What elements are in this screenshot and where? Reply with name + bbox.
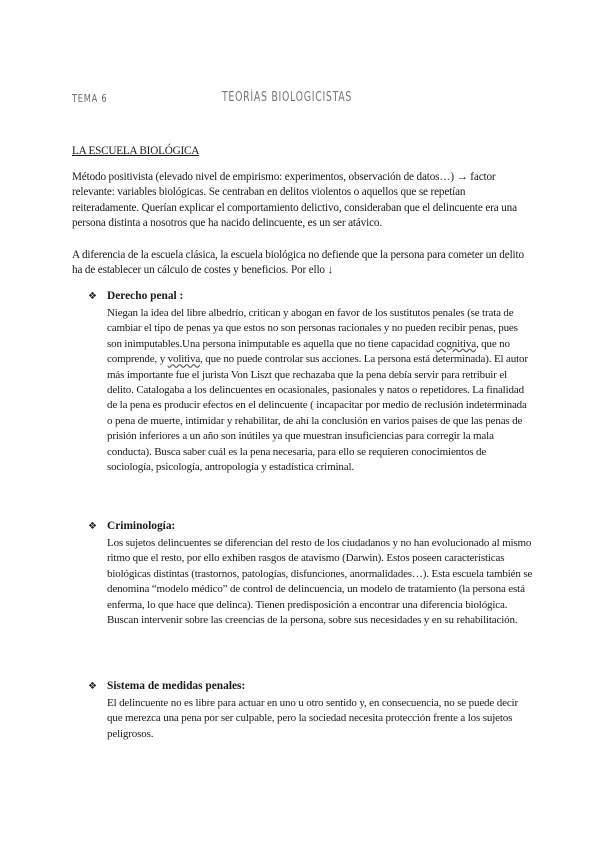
intro-paragraph-2: A diferencia de la escuela clásica, la escuela biológica no defiende que la persona para cometer un delito ha de establecer un cálculo de costes y beneficios. Por ello ↓ — [72, 249, 524, 277]
spellcheck-word: volitiva — [167, 353, 201, 366]
diamond-bullet-icon: ❖ — [88, 291, 97, 302]
bullet-text-part: , que no comprende, y — [107, 337, 510, 366]
bullet-heading: Sistema de medidas penales: — [107, 680, 246, 692]
bullet-text: El delincuente no es libre para actuar en uno u otro sentido y, en consecuencia, no se puede decir que merezca una pena por ser culpable, pero la sociedad necesita protección frente a los sujetos peligrosos. — [107, 697, 518, 740]
intro-paragraph-1: Método positivista (elevado nivel de empirismo: experimentos, observación de datos…) → factor relevante: variables biológicas. Se centraban en delitos violentos o aquellos que se repetían reiteradamente. Querían explicar el comportamiento delictivo, consideraban que el delincuente era una persona distinta a nosotros que ha nacido delincuente, es un ser atávico. — [72, 171, 517, 229]
bullet-heading: Derecho penal : — [107, 290, 184, 302]
header-topic-number: TEMA 6 — [72, 92, 108, 105]
bullet-criminologia — [88, 520, 534, 628]
bullet-text-part: Niegan la idea del libre albedrío, critican y abogan en favor de los sustitutos penales (se trata de cambiar el tipo de penas ya que estos no son personas racionales y no pueden recibir penas, pues son inimputables.Una persona inimputable es aquella que no tiene capacidad — [107, 307, 518, 350]
diamond-bullet-icon: ❖ — [88, 681, 97, 692]
diamond-bullet-icon: ❖ — [88, 521, 97, 532]
spellcheck-word: cognitiva — [436, 337, 476, 350]
bullet-heading: Criminología: — [107, 520, 176, 532]
section-title: LA ESCUELA BIOLÓGICA — [72, 145, 200, 157]
bullet-text-part: , que no puede controlar sus acciones. La persona está determinada). El autor más importante fue el jurista Von Liszt que rechazaba que la pena debía servir para retribuir el delito. Catalogaba a los delincuentes en ocasionales, pasionales y natos o repetidores. La finalidad de la pena es producir efectos en el delincuente ( incapacitar por medio de reclusión indeterminada o pena de muerte, intimidar y rehabilitar, de ahí la conclusión en varios paises de que las penas de prisión inferiores a un año son inútiles ya que muestran insuficiencias para corregir la mala conducta). Busca saber cuál es la pena necesaria, para ello se requieren conocimientos de sociología, psicología, antropología y estadística criminal. — [107, 353, 528, 474]
bullet-derecho-penal — [88, 290, 534, 475]
bullet-text — [107, 306, 534, 475]
bullet-sistema-medidas-penales — [88, 680, 534, 742]
bullet-text: Los sujetos delincuentes se diferencian del resto de los ciudadanos y no han evolucionado al mismo ritmo que el resto, por ello exhiben rasgos de atavismo (Darwin). Estos poseen características biológicas distintas (trastornos, patologías, disfunciones, anormalidades…). Esta escuela también se denomina “modelo médico” de control de delincuencia, un modelo de tratamiento (la persona está enferma, lo que hace que delinca). Tienen predisposición a encontrar una diferencia biológica. Buscan intervenir sobre las creencias de la persona, sobre sus necesidades y en su rehabilitación. — [107, 537, 533, 627]
header-topic-title: TEORÍAS BIOLOGICISTAS — [222, 90, 353, 105]
